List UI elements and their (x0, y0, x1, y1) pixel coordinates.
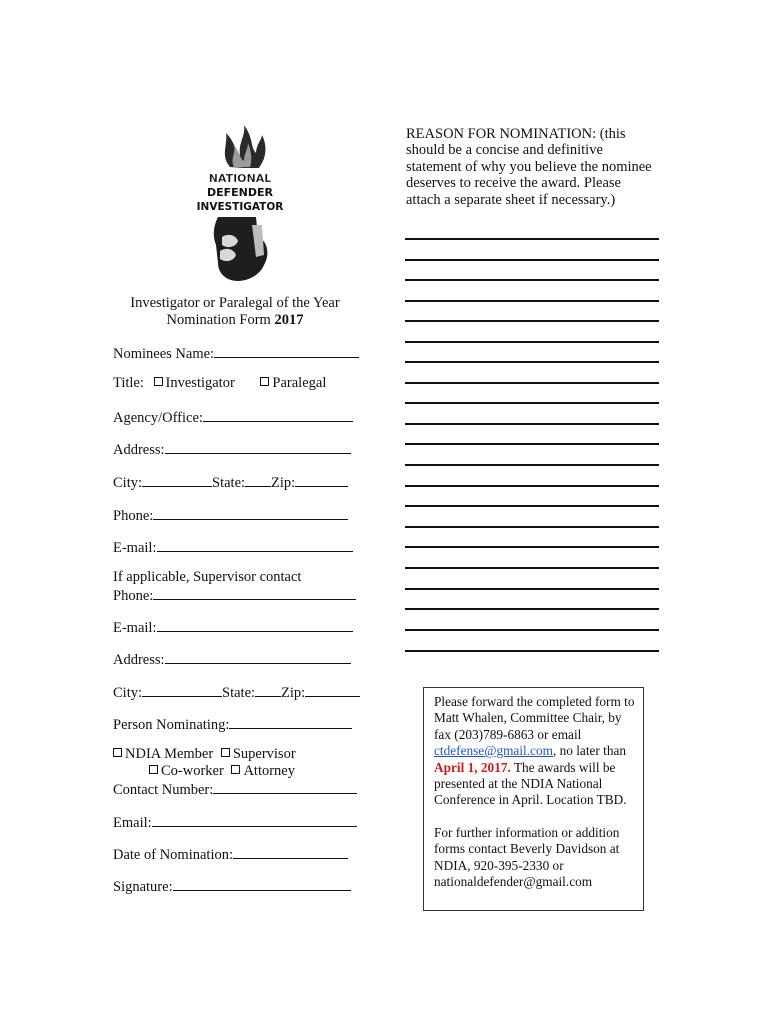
instructions-text-b: , no later than (552, 743, 627, 759)
contact-number-field[interactable] (113, 779, 357, 799)
reason-line[interactable] (405, 382, 659, 384)
address-blank[interactable] (165, 439, 351, 454)
person-nominating-blank[interactable] (229, 714, 352, 729)
email3-field[interactable] (113, 812, 357, 832)
title-option-investigator[interactable] (154, 375, 235, 391)
reason-line[interactable] (405, 341, 659, 343)
city-label: City: (113, 475, 143, 491)
attorney-label: Attorney (243, 763, 295, 779)
title-label: Title: (113, 375, 144, 391)
reason-line[interactable] (405, 300, 659, 302)
zip2-blank[interactable] (305, 682, 360, 697)
reason-line[interactable] (405, 588, 659, 590)
form-title-year: 2017 (274, 312, 304, 328)
state-label: State: (212, 475, 246, 491)
supervisor-address-field[interactable] (113, 649, 351, 669)
paralegal-label: Paralegal (272, 375, 327, 391)
date-of-nomination-field[interactable] (113, 844, 348, 864)
instructions-text-c: The awards will be presented at the NDIA National Conference in April. Location TBD. (434, 759, 627, 808)
form-title-prefix: Nomination Form (166, 312, 275, 328)
reason-line[interactable] (405, 259, 659, 261)
committee-email-link[interactable]: ctdefense@gmail.com (434, 743, 553, 759)
email3-blank[interactable] (152, 812, 357, 827)
submission-instructions (434, 694, 639, 809)
supervisor-phone-blank[interactable] (153, 585, 356, 600)
option-coworker[interactable] (149, 763, 224, 779)
reason-line[interactable] (405, 423, 659, 425)
zip-blank[interactable] (295, 472, 348, 487)
state-blank[interactable] (245, 472, 271, 487)
reason-line[interactable] (405, 526, 659, 528)
signature-field[interactable] (113, 876, 351, 896)
supervisor-city-state-zip-field[interactable] (113, 682, 360, 702)
agency-field[interactable] (113, 407, 353, 427)
supervisor-email-label: E-mail: (113, 620, 157, 636)
supervisor-intro: If applicable, Supervisor contact (113, 569, 302, 585)
date-of-nomination-blank[interactable] (233, 844, 348, 859)
checkbox-icon[interactable] (260, 377, 269, 386)
state2-blank[interactable] (255, 682, 281, 697)
form-title-line2 (120, 312, 350, 329)
logo-text-3: INVESTIGATOR (196, 201, 284, 213)
logo-text-1: NATIONAL (208, 172, 272, 185)
address-label: Address: (113, 442, 165, 458)
deadline-date: April 1, 2017. (434, 759, 511, 775)
phone-label: Phone: (113, 508, 154, 524)
reason-line[interactable] (405, 238, 659, 240)
email-blank[interactable] (157, 537, 353, 552)
nominee-name-label: Nominees Name: (113, 346, 215, 362)
checkbox-icon[interactable] (221, 748, 230, 757)
contact-info: For further information or addition forms contact Beverly Davidson at NDIA, 920-395-2330 or nationaldefender@gmail.com (434, 824, 620, 890)
checkbox-icon[interactable] (149, 765, 158, 774)
reason-line[interactable] (405, 650, 659, 652)
reason-line[interactable] (405, 402, 659, 404)
reason-line[interactable] (405, 279, 659, 281)
reason-line[interactable] (405, 464, 659, 466)
reason-line[interactable] (405, 505, 659, 507)
nominee-name-field[interactable] (113, 343, 359, 363)
supervisor-email-field[interactable] (113, 617, 353, 637)
phone-field[interactable] (113, 505, 348, 525)
instructions-text-a: Please forward the completed form to Matt Whalen, Committee Chair, by fax (203)789-6863 or email (434, 694, 635, 742)
agency-blank[interactable] (203, 407, 353, 422)
logo-text-2: DEFENDER (207, 186, 273, 199)
supervisor-address-label: Address: (113, 652, 165, 668)
title-option-paralegal[interactable] (260, 375, 326, 391)
reason-line[interactable] (405, 567, 659, 569)
submission-info-box (423, 687, 644, 911)
reason-line[interactable] (405, 608, 659, 610)
investigator-label: Investigator (165, 375, 235, 391)
checkbox-icon[interactable] (113, 748, 122, 757)
phone-blank[interactable] (153, 505, 348, 520)
reason-line[interactable] (405, 629, 659, 631)
reason-line[interactable] (405, 546, 659, 548)
zip2-label: Zip: (281, 685, 306, 701)
reason-line[interactable] (405, 320, 659, 322)
form-title-line1: Investigator or Paralegal of the Year (130, 295, 340, 311)
checkbox-icon[interactable] (231, 765, 240, 774)
city-state-zip-field[interactable] (113, 472, 348, 492)
address-field[interactable] (113, 439, 351, 459)
option-supervisor[interactable] (221, 746, 296, 762)
supervisor-address-blank[interactable] (165, 649, 351, 664)
nominator-role-row2 (149, 763, 295, 780)
supervisor-label: Supervisor (232, 746, 296, 762)
option-attorney[interactable] (231, 763, 295, 779)
signature-blank[interactable] (173, 876, 351, 891)
contact-number-label: Contact Number: (113, 782, 214, 798)
supervisor-phone-field[interactable] (113, 585, 356, 605)
email3-label: Email: (113, 815, 152, 831)
reason-line[interactable] (405, 485, 659, 487)
date-of-nomination-label: Date of Nomination: (113, 847, 234, 863)
state2-label: State: (222, 685, 256, 701)
reason-for-nomination-text: REASON FOR NOMINATION: (this should be a concise and definitive statement of why you believe the nominee deserves to receive the award. Please attach a separate sheet if necessary.) (406, 126, 652, 208)
supervisor-email-blank[interactable] (157, 617, 353, 632)
city-blank[interactable] (142, 472, 212, 487)
zip-label: Zip: (271, 475, 296, 491)
agency-label: Agency/Office: (113, 410, 203, 426)
person-nominating-field[interactable] (113, 714, 352, 734)
city2-label: City: (113, 685, 143, 701)
email-label: E-mail: (113, 540, 157, 556)
option-ndia-member[interactable] (113, 746, 213, 762)
signature-label: Signature: (113, 879, 173, 895)
nominee-name-blank[interactable] (214, 343, 359, 358)
supervisor-phone-label: Phone: (113, 588, 154, 604)
ndia-member-label: NDIA Member (125, 746, 214, 762)
person-nominating-label: Person Nominating: (113, 717, 230, 733)
checkbox-icon[interactable] (154, 377, 163, 386)
reason-line[interactable] (405, 361, 659, 363)
ndi-logo (190, 125, 290, 283)
nominator-role-row1 (113, 746, 296, 763)
coworker-label: Co-worker (161, 763, 224, 779)
reason-line[interactable] (405, 443, 659, 445)
contact-number-blank[interactable] (213, 779, 357, 794)
city2-blank[interactable] (142, 682, 222, 697)
title-field (113, 375, 326, 392)
email-field[interactable] (113, 537, 353, 557)
